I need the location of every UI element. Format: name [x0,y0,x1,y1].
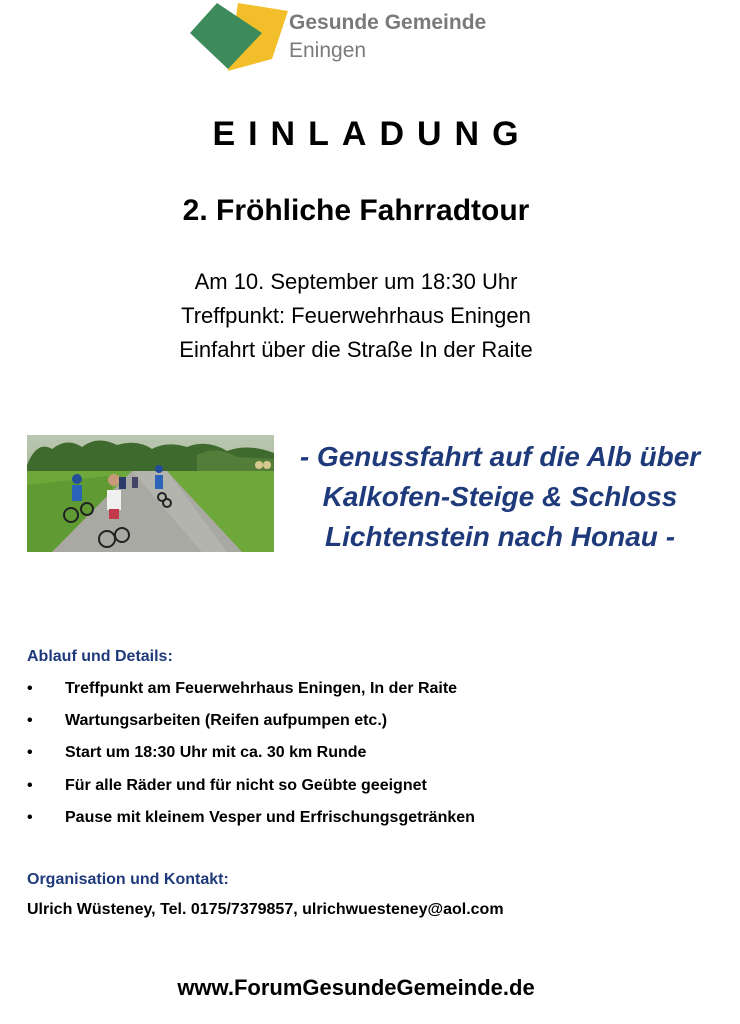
event-access-note: Einfahrt über die Straße In der Raite [179,337,533,362]
bullet: • [27,680,33,697]
event-date: Am 10. September um 18:30 Uhr [194,269,518,294]
event-title: 2. Fröhliche Fahrradtour [182,194,530,227]
bullet: • [27,809,33,826]
logo-subtitle: Eningen [289,39,367,62]
tagline-line-3: Lichtenstein nach Honau - [324,521,676,552]
bullet: • [27,777,33,794]
page-heading: EINLADUNG [212,115,532,153]
list-item-text: Treffpunkt am Feuerwehrhaus Eningen, In der Raite [65,680,458,697]
bullet: • [27,744,33,761]
logo-title: Gesunde Gemeinde [289,11,487,34]
list-item-text: Wartungsarbeiten (Reifen aufpumpen etc.) [65,712,388,729]
website-link[interactable]: www.ForumGesundeGemeinde.de [177,975,535,1000]
event-meeting-point: Treffpunkt: Feuerwehrhaus Eningen [181,303,531,328]
list-item-text: Start um 18:30 Uhr mit ca. 30 km Runde [65,744,367,761]
tagline-line-2: Kalkofen-Steige & Schloss [322,481,678,512]
list-item-text: Für alle Räder und für nicht so Geübte geeignet [65,777,427,794]
cyclists-photo [27,435,274,552]
tagline-line-1: - Genussfahrt auf die Alb über [299,441,701,472]
contact-details: Ulrich Wüsteney, Tel. 0175/7379857, ulrichwuesteney@aol.com [27,901,504,918]
logo-mark [190,3,288,71]
contact-title: Organisation und Kontakt: [27,871,229,888]
details-title: Ablauf und Details: [27,648,173,665]
list-item-text: Pause mit kleinem Vesper und Erfrischungsgetränken [65,809,475,826]
bullet: • [27,712,33,729]
